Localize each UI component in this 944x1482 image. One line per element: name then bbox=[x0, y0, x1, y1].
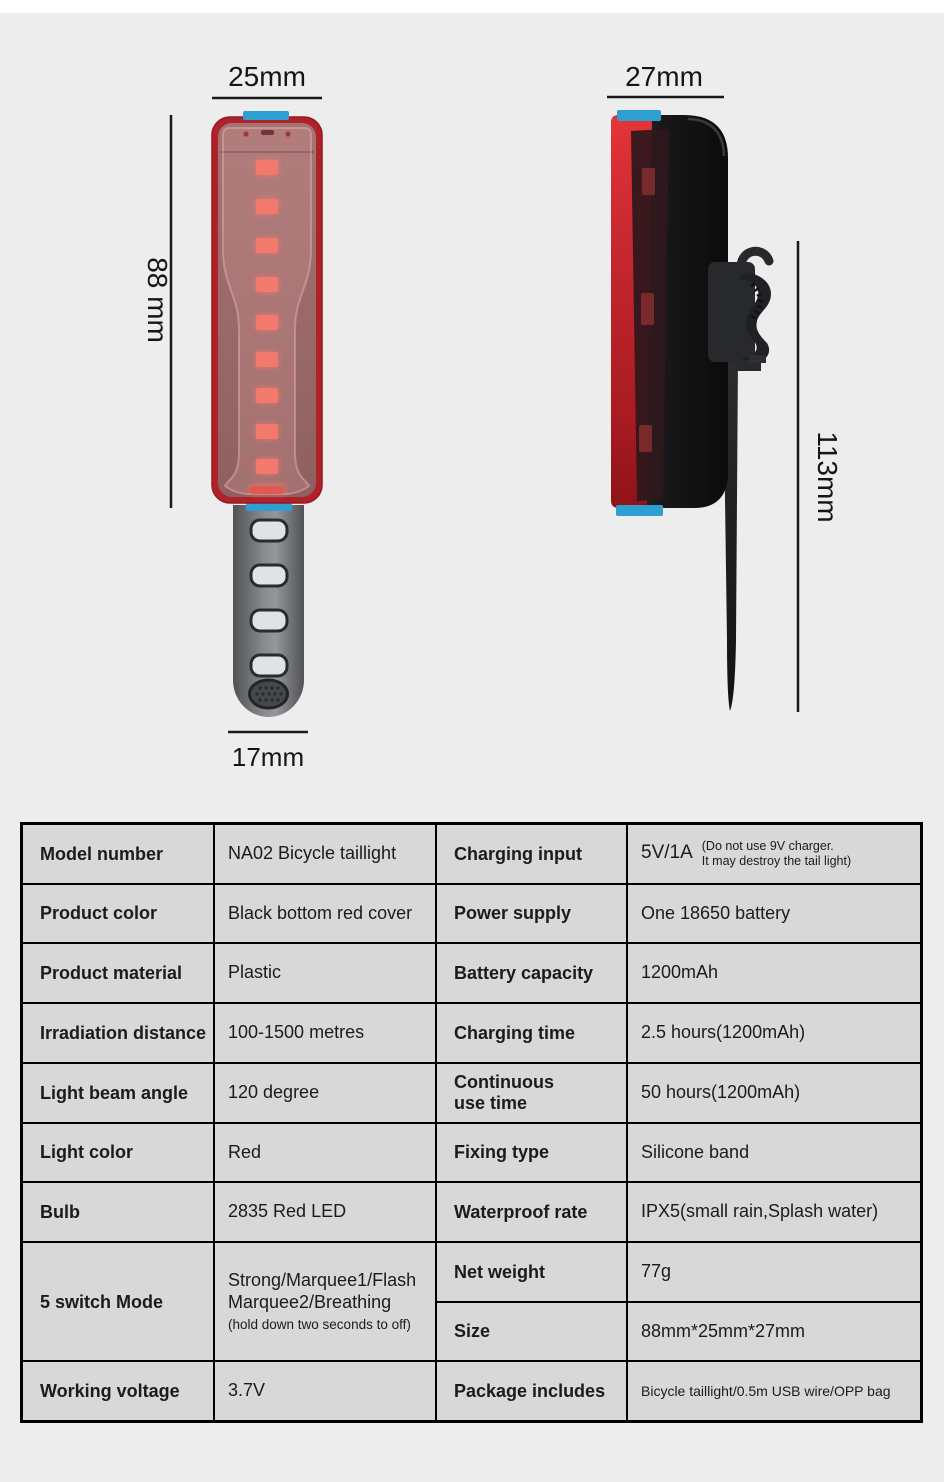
lens-top-notch bbox=[261, 130, 274, 135]
usb-blue-strip-bottom-front bbox=[246, 503, 292, 511]
spec-label-waterproof-rate: Waterproof rate bbox=[437, 1183, 626, 1241]
switch-mode-note: (hold down two seconds to off) bbox=[228, 1316, 411, 1332]
spec-value-battery-capacity: 1200mAh bbox=[628, 944, 920, 1002]
spec-label-charging-time: Charging time bbox=[437, 1004, 626, 1062]
front-view-image bbox=[142, 61, 322, 772]
spec-value-irradiation-distance: 100-1500 metres bbox=[215, 1004, 435, 1062]
taillight-body-front bbox=[212, 117, 322, 503]
spec-label-switch-mode: 5 switch Mode bbox=[23, 1243, 213, 1360]
dim-label-25mm: 25mm bbox=[228, 61, 306, 92]
spec-value-size: 88mm*25mm*27mm bbox=[628, 1303, 920, 1361]
usb-blue-strip-top-side bbox=[617, 110, 661, 121]
spec-label-charging-input: Charging input bbox=[437, 825, 626, 883]
dim-label-17mm: 17mm bbox=[231, 742, 305, 772]
spec-value-light-beam-angle: 120 degree bbox=[215, 1064, 435, 1122]
led-bottom-bar bbox=[249, 486, 285, 494]
dim-label-27mm: 27mm bbox=[625, 61, 703, 92]
dim-label-113mm: 113mm bbox=[812, 431, 843, 523]
spec-value-net-weight: 77g bbox=[628, 1243, 920, 1301]
spec-label-power-supply: Power supply bbox=[437, 885, 626, 943]
spec-label-irradiation-distance: Irradiation distance bbox=[23, 1004, 213, 1062]
silicone-strap-front bbox=[233, 505, 304, 717]
spec-label-package-includes: Package includes bbox=[437, 1362, 626, 1420]
usb-blue-strip-bottom-side bbox=[616, 505, 663, 516]
spec-label-product-color: Product color bbox=[23, 885, 213, 943]
spec-label-bulb: Bulb bbox=[23, 1183, 213, 1241]
clip-hook bbox=[741, 251, 769, 270]
spec-table bbox=[20, 822, 923, 1423]
dim-label-88mm: 88 mm bbox=[142, 257, 173, 343]
strap-hole bbox=[251, 655, 287, 676]
spec-value-charging-input bbox=[628, 825, 920, 883]
spec-label-working-voltage: Working voltage bbox=[23, 1362, 213, 1420]
led-strip bbox=[256, 160, 278, 474]
spec-label-battery-capacity: Battery capacity bbox=[437, 944, 626, 1002]
strap-hole bbox=[251, 520, 287, 541]
spec-label-size: Size bbox=[437, 1303, 626, 1361]
spec-label-fixing-type: Fixing type bbox=[437, 1124, 626, 1182]
side-view-image bbox=[607, 61, 843, 712]
spec-value-fixing-type: Silicone band bbox=[628, 1124, 920, 1182]
spec-value-waterproof-rate: IPX5(small rain,Splash water) bbox=[628, 1183, 920, 1241]
spec-label-light-color: Light color bbox=[23, 1124, 213, 1182]
strap-hole bbox=[251, 610, 287, 631]
spec-value-continuous-use-time: 50 hours(1200mAh) bbox=[628, 1064, 920, 1122]
strap-hole bbox=[251, 565, 287, 586]
spec-value-package-includes: Bicycle taillight/0.5m USB wire/OPP bag bbox=[628, 1362, 920, 1420]
spec-label-product-material: Product material bbox=[23, 944, 213, 1002]
mounting-clip bbox=[708, 251, 771, 371]
spec-value-light-color: Red bbox=[215, 1124, 435, 1182]
spec-value-working-voltage: 3.7V bbox=[215, 1362, 435, 1420]
charging-input-note: (Do not use 9V charger. It may destroy the tail light) bbox=[701, 839, 852, 868]
spec-value-model-number: NA02 Bicycle taillight bbox=[215, 825, 435, 883]
spec-value-switch-mode: Strong/Marquee1/Flash Marquee2/Breathing (hold down two seconds to off) bbox=[215, 1243, 435, 1360]
spec-value-bulb: 2835 Red LED bbox=[215, 1183, 435, 1241]
spec-label-model-number: Model number bbox=[23, 825, 213, 883]
charging-input-value: 5V/1A bbox=[641, 842, 693, 864]
spec-label-net-weight: Net weight bbox=[437, 1243, 626, 1301]
spec-label-continuous-use-time: Continuous use time bbox=[437, 1064, 626, 1122]
usb-blue-strip-top-front bbox=[243, 111, 289, 120]
spec-value-charging-time: 2.5 hours(1200mAh) bbox=[628, 1004, 920, 1062]
spec-value-product-material: Plastic bbox=[215, 944, 435, 1002]
spec-value-product-color: Black bottom red cover bbox=[215, 885, 435, 943]
spec-label-light-beam-angle: Light beam angle bbox=[23, 1064, 213, 1122]
spec-value-power-supply: One 18650 battery bbox=[628, 885, 920, 943]
